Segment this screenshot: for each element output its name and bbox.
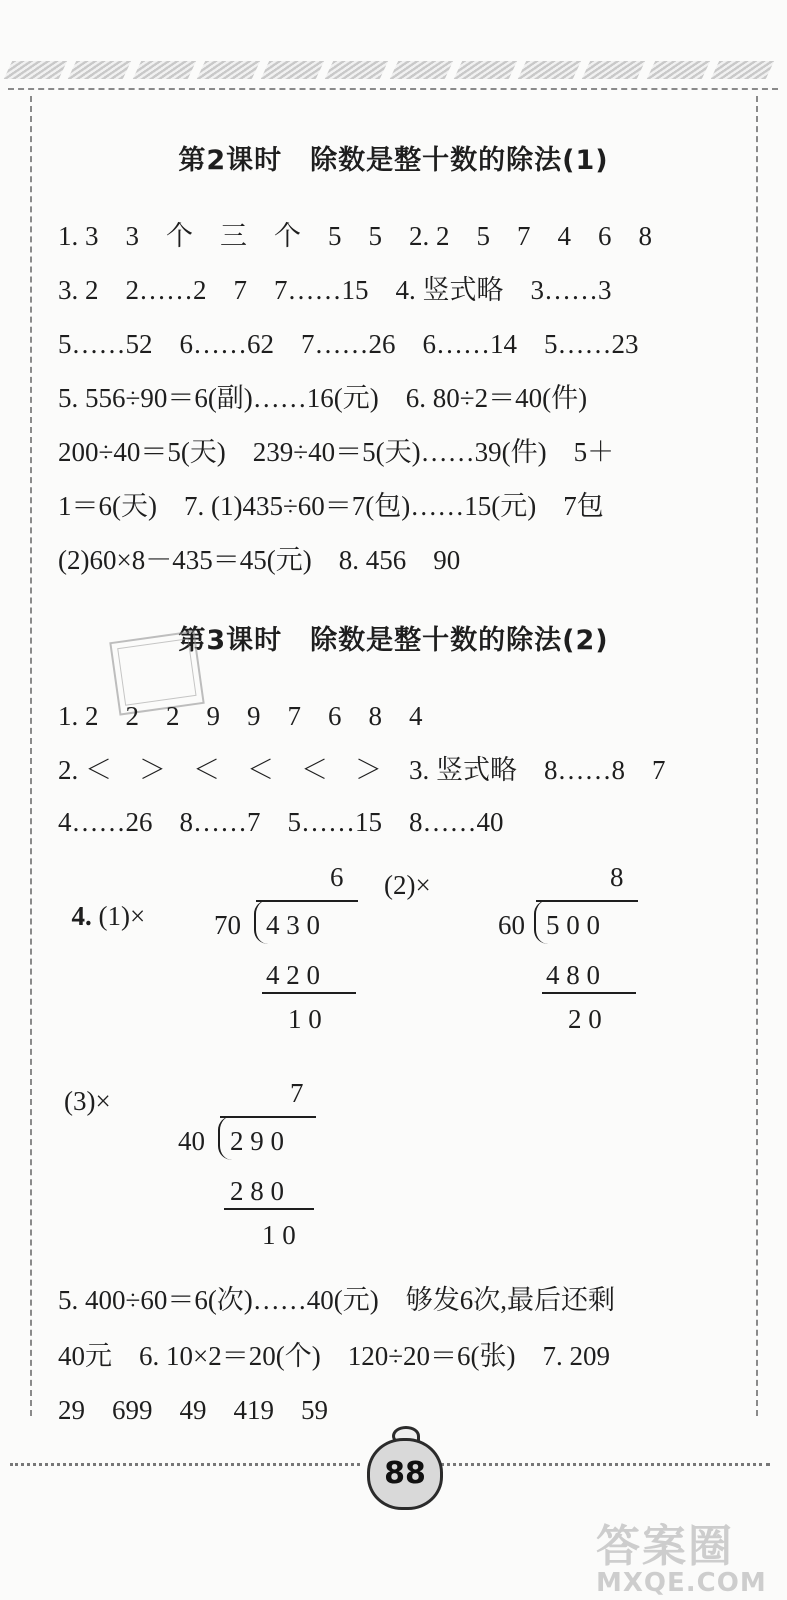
- remainder: 1 0: [288, 1004, 322, 1034]
- answer-line: 1. 2 2 2 9 9 7 6 8 4: [58, 701, 423, 731]
- q4-mark-2: (2)×: [384, 870, 431, 900]
- stripe-segment: [582, 61, 646, 79]
- answer-line: 200÷40＝5(天) 239÷40＝5(天)……39(件) 5＋: [58, 437, 615, 467]
- long-division-1: [210, 862, 360, 1042]
- product: 4 8 0: [546, 960, 600, 990]
- long-division-2: [490, 862, 640, 1042]
- quotient: 7: [290, 1078, 304, 1108]
- quotient: 8: [610, 862, 624, 892]
- answer-line: 2. ＜ ＞ ＜ ＜ ＜ ＞ 3. 竖式略 8……8 7: [58, 755, 666, 785]
- stripe-segment: [132, 61, 196, 79]
- answer-line: 4……26 8……7 5……15 8……40: [58, 807, 504, 837]
- right-margin-rule: [756, 96, 758, 1416]
- subtraction-bar: [224, 1208, 314, 1210]
- answer-line: 1. 3 3 个 三 个 5 5 2. 2 5 7 4 6 8: [58, 221, 652, 251]
- q4-mark-3: (3)×: [64, 1086, 111, 1116]
- stripe-segment: [454, 61, 518, 79]
- remainder: 1 0: [262, 1220, 296, 1250]
- product: 2 8 0: [230, 1176, 284, 1206]
- stripe-segment: [4, 61, 68, 79]
- answer-line: 5. 400÷60＝6(次)……40(元) 够发6次,最后还剩: [58, 1285, 616, 1315]
- answer-line: 5……52 6……62 7……26 6……14 5……23: [58, 329, 639, 359]
- remainder: 2 0: [568, 1004, 602, 1034]
- stripe-segment: [68, 61, 132, 79]
- section-1-title: 第2课时 除数是整十数的除法(1): [178, 145, 609, 176]
- answer-line: 29 699 49 419 59: [58, 1395, 328, 1425]
- q4-row-1: [58, 870, 145, 932]
- answer-line: 1＝6(天) 7. (1)435÷60＝7(包)……15(元) 7包: [58, 491, 604, 521]
- long-division-3: [174, 1078, 324, 1258]
- left-margin-rule: [30, 96, 32, 1416]
- subtraction-bar: [542, 992, 636, 994]
- quotient: 6: [330, 862, 344, 892]
- footer-dotted-rule-right: [440, 1463, 770, 1476]
- stripe-segment: [325, 61, 389, 79]
- divisor: 60: [498, 910, 525, 940]
- page-number: 88: [367, 1438, 443, 1510]
- stripe-segment: [711, 61, 775, 79]
- footer-dotted-rule-left: [10, 1463, 360, 1476]
- stripe-segment: [389, 61, 453, 79]
- dividend: 2 9 0: [230, 1126, 284, 1156]
- section-2-title: 第3课时 除数是整十数的除法(2): [178, 625, 609, 656]
- watermark-logo: [596, 1510, 776, 1598]
- watermark-text: 答案圈: [596, 1521, 734, 1572]
- answer-line: 5. 556÷90＝6(副)……16(元) 6. 80÷2＝40(件): [58, 383, 588, 413]
- stripe-segment: [261, 61, 325, 79]
- divisor: 70: [214, 910, 241, 940]
- watermark-url: MXQE.COM: [596, 1568, 767, 1598]
- subtraction-bar: [262, 992, 356, 994]
- stripe-segment: [197, 61, 261, 79]
- q4-label: 4.: [71, 901, 92, 931]
- product: 4 2 0: [266, 960, 320, 990]
- answer-line: 40元 6. 10×2＝20(个) 120÷20＝6(张) 7. 209: [58, 1341, 611, 1371]
- answer-line: (2)60×8－435＝45(元) 8. 456 90: [58, 545, 461, 575]
- top-dashed-rule: [8, 88, 778, 90]
- dividend: 5 0 0: [546, 910, 600, 940]
- divisor: 40: [178, 1126, 205, 1156]
- answer-line: 3. 2 2……2 7 7……15 4. 竖式略 3……3: [58, 275, 612, 305]
- stripe-segment: [518, 61, 582, 79]
- q4-mark-1: (1)×: [98, 901, 146, 931]
- top-stripe-band: [8, 58, 770, 82]
- stripe-segment: [646, 61, 710, 79]
- dividend: 4 3 0: [266, 910, 320, 940]
